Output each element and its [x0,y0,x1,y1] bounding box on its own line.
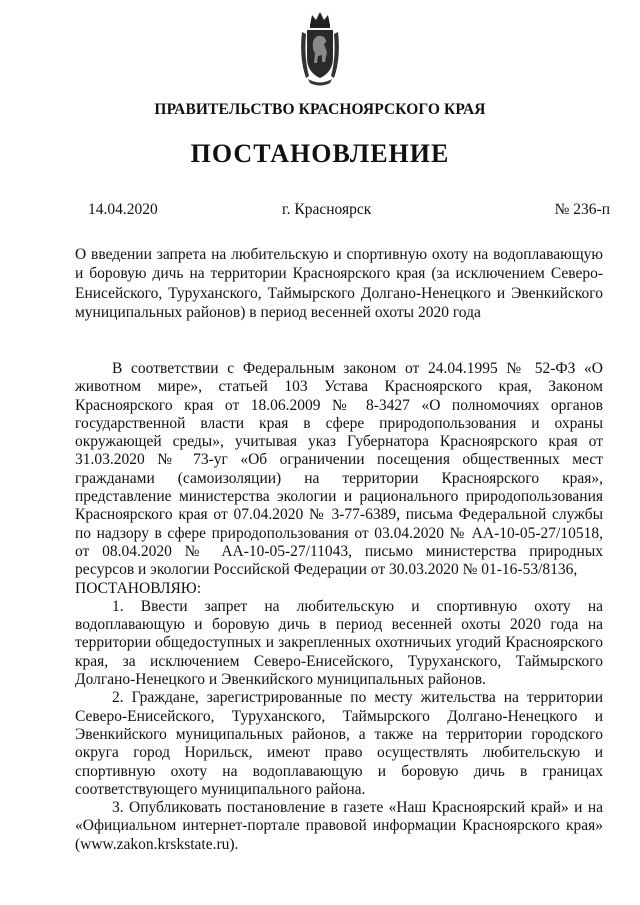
clause-2: 2. Граждане, зарегистрированные по месту жительства на территории Северо-Енисейского, Туруханского, Таймырского Долгано-Ненецкого и Эвенкийского муниципальных районов, а также на территории городского округа город Норильск, имеют право осуществлять любительскую и спортивную охоту на водоплавающую и боровую дичь в границах соответствующего муниципального района. [75,689,603,798]
clause-1: 1. Ввести запрет на любительскую и спортивную охоту на водоплавающую и боровую дичь в период весенней охоты 2020 года на территории общедоступных и закрепленных охотничьих угодий Красноярского края, за исключением Северо-Енисейского, Туруханского, Таймырского Долгано-Ненецкого и Эвенкийского муниципальных районов. [75,597,603,689]
clause-3: 3. Опубликовать постановление в газете «Наш Красноярский край» и на «Официальном интернет-портале правовой информации Красноярского края» (www.zakon.krskstate.ru). [75,799,603,853]
document-city: г. Красноярск [282,201,372,218]
resolve-word: ПОСТАНОВЛЯЮ: [75,579,202,597]
document-type-heading: ПОСТАНОВЛЕНИЕ [190,139,450,168]
government-name: ПРАВИТЕЛЬСТВО КРАСНОЯРСКОГО КРАЯ [154,101,486,118]
krasnoyarsk-coat-of-arms-icon [298,8,342,88]
document-number: № 236-п [554,201,610,218]
document-title: О введении запрета на любительскую и спортивную охоту на водоплавающую и боровую дичь на территории Красноярского края (за исключением Северо-Енисейского, Туруханского, Таймырского Долгано-Ненецкого и Эвенкийского муниципальных районов) в период весенней охоты 2020 года [75,246,603,321]
document-date: 14.04.2020 [88,201,158,218]
preamble-paragraph: В соответствии с Федеральным законом от 24.04.1995 № 52-ФЗ «О животном мире», статьей 103 Устава Красноярского края, Законом Красноярского края от 18.06.2009 № 8-3427 «О полномочиях органов государственной власти края в сфере природопользования и охраны окружающей среды», учитывая указ Губернатора Красноярского края от 31.03.2020 № 73-уг «Об ограничении посещения общественных мест гражданами (самоизоляции) на территории Красноярского края», представление министерства экологии и рационального природопользования Красноярского края от 07.04.2020 № 3-77-6389, письма Федеральной службы по надзору в сфере природопользования от 03.04.2020 № АА-10-05-27/10518, от 08.04.2020 № АА-10-05-27/11043, письмо министерства природных ресурсов и экологии Российской Федерации от 30.03.2020 № 01-16-53/8136, [75,360,603,579]
document-body [75,360,603,854]
